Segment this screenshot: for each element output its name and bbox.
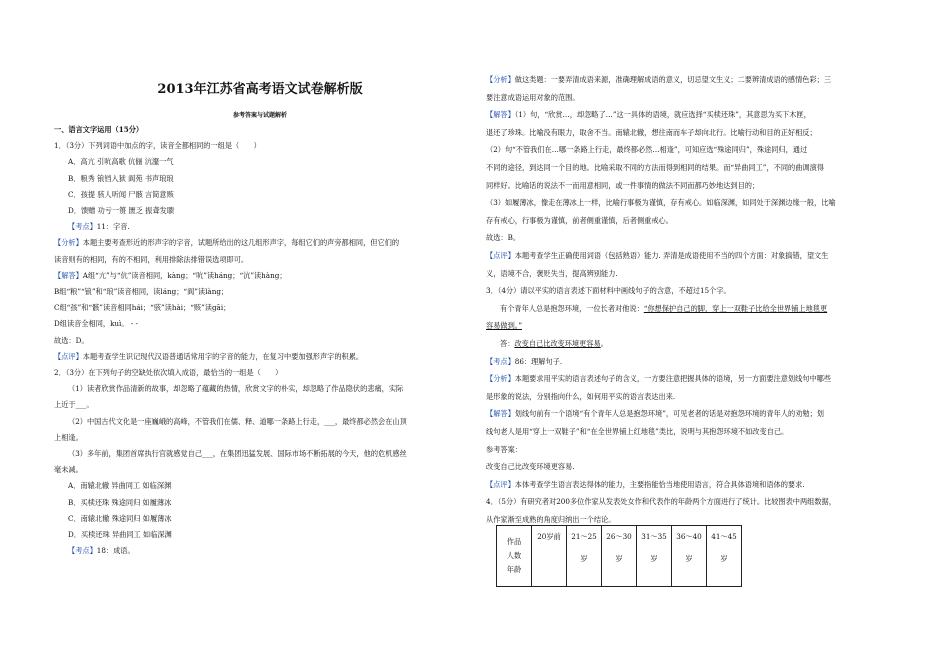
line-text: 本题要求用平实的语言表述句子的含义，一方要注意把握具体的语境，另一方面要注意划线句中哪些: [514, 374, 832, 384]
line-text: 不同的途径，到达同一个目的地。比喻采取不同的方法而得到相同的结果。而“异曲同工”，不同的曲调演得: [486, 163, 824, 172]
line-text: 本题考查学生正确使用词语（包括熟语）能力. 弄清是成语使用不当的四个方面：对象搞错，望文生: [514, 251, 829, 260]
section-tag: 【分析】: [486, 374, 515, 384]
line-text: （2）句“不管我们在…哪一条路上行走，最终都必然…相逢”，可知应选“殊途同归”，殊途同归，通过: [486, 145, 808, 155]
left-line-10: [54, 286, 228, 297]
right-line-4: [486, 144, 807, 155]
section-tag: 【考点】: [486, 356, 515, 366]
left-line-5: [68, 205, 174, 216]
right-line-17: [486, 373, 831, 384]
right-line-9: [486, 232, 520, 243]
line-text: 11：字音.: [96, 222, 130, 232]
line-text: （1）句，“欣赏…，却忽略了…”这一具体的语境，就应选择“买椟还珠”，其意思为买下木匣，: [514, 110, 811, 120]
line-text: 上近于___。: [54, 400, 94, 410]
line-text: B．粮秀 锒铛入狱 阆苑 书声琅琅: [68, 173, 174, 183]
table-col-1: 21～25 岁: [567, 526, 602, 587]
line-text: 答：: [500, 339, 515, 348]
line-text: 存有戒心，行事极为谨慎，前者侧重谨慎，后者侧重戒心。: [486, 215, 673, 225]
line-text: C组“孩”和“骸”读音相同hái；“骇”读hài；“赅”读gāi；: [54, 303, 231, 313]
line-text: （1）读者欣赏作品清新的故事，却忽略了蕴藏的热情，欣赏文字的朴实，却忽略了作品隐伏的悲痛，实际: [68, 384, 404, 394]
line-text: 故选：D。: [54, 335, 89, 345]
right-line-12: [486, 285, 731, 296]
left-line-20: [68, 448, 407, 459]
underlined-text: 改变自己比改变环境更容易: [514, 339, 601, 348]
left-line-19: [54, 432, 83, 443]
line-text: 1．（3分）下列词语中加点的字，读音全都相同的一组是（ ）: [54, 141, 261, 151]
line-text: 要注意成语运用对象的范围。: [486, 92, 580, 102]
line-text: 上相逢。: [54, 432, 83, 442]
right-line-21: [486, 444, 522, 455]
line-text: （2）中国古代文化是一座巍峨的高峰，不管我们在儒、释、道哪一条路上行走，___，最终都必然会在山顶: [68, 416, 407, 426]
line-text: A．高亢 引吭高歌 伉俪 沆瀣一气: [68, 157, 174, 167]
line-text: D．买椟还珠 异曲同工 如临深渊: [68, 530, 172, 539]
line-text: 本体考查学生语言表达得体的能力，主要指能恰当地使用语言，符合具体语境和语体的要求.: [514, 479, 805, 489]
right-line-14: [486, 320, 522, 331]
left-line-7: [54, 237, 399, 248]
left-line-4: [68, 189, 174, 200]
line-text: 从作家渐至成熟的角度归纳出一个结论。: [486, 515, 616, 524]
line-text: 同样好。比喻话的说法不一而用意相同，或一件事情的做法不同而都巧妙地达到目的；: [486, 180, 760, 190]
table-col-3: 31～35 岁: [637, 526, 672, 587]
left-line-16: [68, 383, 403, 394]
line-text: 2．（3分）在下列句子的空缺处依次填入成语，最恰当的一组是（ ）: [54, 368, 283, 377]
line-text: 线句老人是用“穿上一双鞋子”和“在全世界铺上红地毯”类比，说明与其抱怨环境不如改变自己。: [486, 427, 789, 436]
right-line-5: [486, 162, 824, 173]
underlined-text: 容易做到。”: [486, 321, 523, 331]
section-tag: 【点评】: [486, 479, 515, 489]
left-line-22: [68, 480, 171, 491]
line-text: B．买椟还珠 殊途同归 如履薄冰: [68, 497, 172, 507]
line-text: C．南辕北辙 殊途同归 如履薄冰: [68, 513, 172, 523]
section-tag: 【分析】: [486, 75, 515, 84]
line-text: 18：成语。: [96, 546, 135, 556]
left-line-17: [54, 399, 94, 410]
line-text: （3）多年前，集团首席执行官就感觉自己___，在集团迅猛发展、国际市场不断拓展的今天，他的危机感丝: [68, 449, 407, 458]
line-text: 4．（5分）有研究者对200多位作家从发表处女作和代表作的年龄两个方面进行了统计。比较图表中两组数据，: [486, 497, 836, 507]
left-line-0: [54, 124, 143, 135]
section-tag: 【解答】: [486, 110, 515, 120]
left-line-21: [54, 464, 83, 475]
line-text: 是形象的说法，分别指向什么，如何用平实的语言表达出来.: [486, 391, 676, 401]
left-line-6: [68, 221, 130, 232]
line-text: C．孩提 骇人听闻 尸骸 言简意赅: [68, 189, 174, 199]
right-line-19: [486, 408, 824, 419]
right-line-18: [486, 391, 675, 402]
section-tag: 【分析】: [54, 238, 83, 248]
right-line-7: [486, 197, 836, 208]
line-text: 义，语境不合，褒贬失当，提高辨别能力.: [486, 268, 618, 278]
line-text: 退还了珍珠。比喻没有眼力，取舍不当。南辕北辙，想往南而车子却向北行。比喻行动和目的正好相反；: [486, 127, 817, 137]
left-line-26: [68, 545, 135, 556]
line-text: D组读音全相同，kuì。 - -: [54, 319, 138, 329]
age-statistics-table: [496, 525, 742, 587]
left-line-23: [68, 497, 171, 508]
line-text: （3）如履薄冰，像走在薄冰上一样，比喻行事极为谨慎，存有戒心。如临深渊，如同处于深渊边缘一般，比喻: [486, 198, 836, 208]
line-text: 3．（4分）请以平实的语言表述下面材料中画线句子的含意，不超过15个字。: [486, 286, 731, 296]
right-line-2: [486, 109, 811, 120]
left-line-8: [54, 254, 248, 265]
right-line-23: [486, 479, 805, 490]
line-text: A组“亢”与“伉”读音相同，kàng；“吭”读háng；“沆”读hàng；: [82, 270, 287, 280]
page-title: 2013年江苏省高考语文试卷解析版: [157, 82, 363, 97]
underlined-text: “你想保护自己的脚，穿上一双鞋子比给全世界铺上地毯更: [643, 303, 828, 313]
left-line-2: [68, 156, 173, 167]
right-line-10: [486, 250, 828, 261]
line-text: 一、语言文字运用（15分）: [54, 125, 144, 134]
line-tail: 。: [600, 339, 608, 348]
right-line-3: [486, 127, 817, 138]
right-line-15: [500, 338, 608, 349]
right-line-13: [500, 303, 827, 314]
right-line-16: [486, 356, 562, 367]
left-line-24: [68, 513, 172, 524]
right-line-1: [486, 92, 579, 103]
section-tag: 【解答】: [486, 409, 515, 419]
right-line-6: [486, 180, 759, 191]
table-header-cell: 作品 人数 年龄: [497, 526, 532, 587]
left-line-12: [54, 318, 138, 329]
line-text: 毫未减。: [54, 465, 83, 475]
right-line-24: [486, 496, 836, 507]
left-line-13: [54, 335, 89, 346]
line-text: 改变自己比改变环境更容易.: [486, 462, 575, 472]
right-line-8: [486, 215, 673, 226]
right-line-11: [486, 268, 618, 279]
right-line-25: [486, 514, 615, 525]
left-line-18: [68, 416, 407, 427]
line-text: 故选：B。: [486, 233, 521, 243]
left-line-14: [54, 351, 363, 362]
right-line-20: [486, 426, 788, 437]
section-tag: 【解答】: [54, 270, 83, 280]
left-line-9: [54, 270, 287, 281]
line-text: 本题考查学生识记现代汉语普通话常用字的字音的能力，在复习中要加强形声字的积累。: [82, 351, 364, 361]
left-line-11: [54, 302, 230, 313]
section-tag: 【考点】: [68, 222, 97, 232]
section-tag: 【考点】: [68, 546, 97, 556]
section-tag: 【点评】: [486, 251, 515, 260]
line-text: 划线句前有一个语境“有个青年人总是抱怨环境”，可见老者的话是对抱怨环境的青年人的劝勉；划: [514, 409, 824, 419]
right-line-0: [486, 74, 831, 85]
page-subtitle: 参考答案与试题解析: [232, 112, 287, 119]
left-line-1: [54, 140, 261, 151]
left-line-25: [68, 529, 172, 540]
line-text: 读音则有的相同，有的不相同，利用排除法排错误选项即可。: [54, 254, 249, 264]
right-line-22: [486, 461, 575, 472]
table-col-2: 26～30 岁: [602, 526, 637, 587]
table-col-4: 36～40 岁: [672, 526, 707, 587]
left-line-3: [68, 173, 174, 184]
section-tag: 【点评】: [54, 351, 83, 361]
line-text: 参考答案：: [486, 444, 522, 454]
line-text: A．南辕北辙 异曲同工 如临深渊: [68, 481, 172, 491]
table-col-5: 41～45 岁: [707, 526, 742, 587]
line-text: B组“粮”“锒”和“琅”读音相同，读láng；“阆”读làng；: [54, 287, 229, 296]
line-text: 86：理解句子.: [514, 356, 563, 366]
line-text: 做这类题：一要弄清成语来源，准确理解成语的意义，切忌望文生义；二要辨清成语的感情色彩；三: [514, 75, 832, 84]
line-text: 有个青年人总是抱怨环境，一位长者对他说：: [500, 303, 644, 313]
line-text: D．馈赠 功亏一篑 匮乏 振聋发聩: [68, 206, 175, 215]
table-col-0: 20岁前: [532, 526, 567, 587]
line-text: 本题主要考查形近的形声字的字音，试题所给出的这几组形声字，每组它们的声旁都相同，但它们的: [82, 238, 400, 248]
left-line-15: [54, 367, 282, 378]
